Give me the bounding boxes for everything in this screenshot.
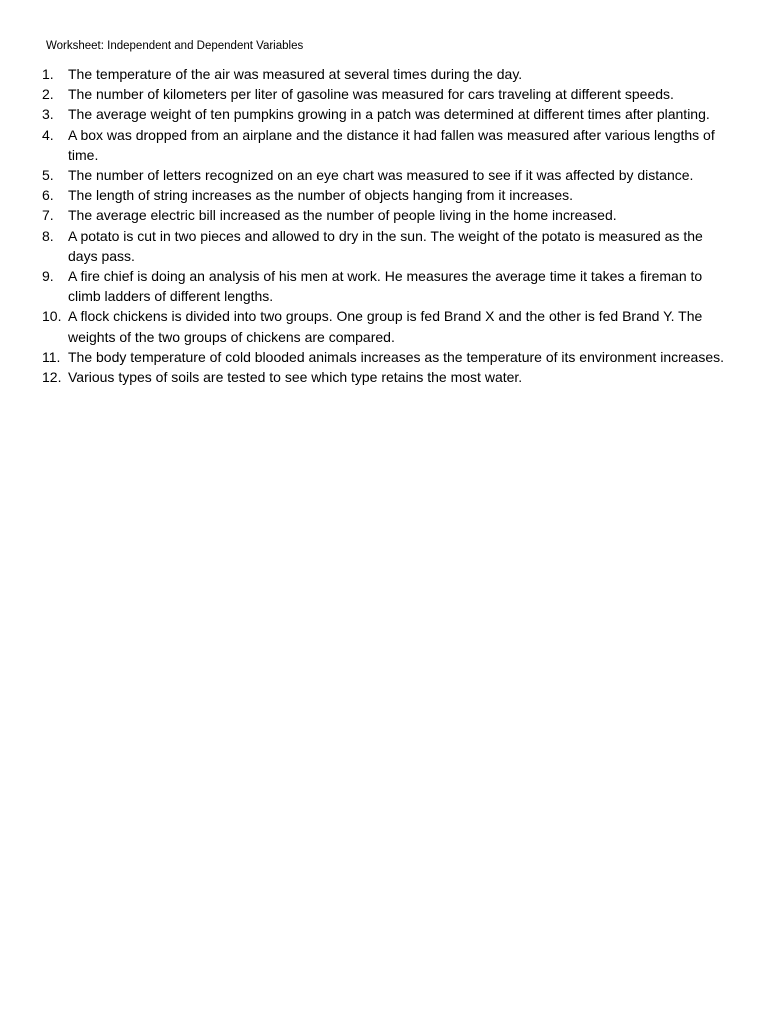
item-number: 8. — [42, 227, 54, 244]
item-text: A potato is cut in two pieces and allowed to dry in the sun. The weight of the potato is measured as the days pass. — [68, 227, 703, 264]
list-item — [40, 347, 730, 367]
list-item — [40, 185, 730, 205]
item-number: 6. — [42, 187, 54, 204]
list-item — [40, 306, 730, 346]
list-item — [40, 64, 730, 84]
item-number: 11. — [42, 348, 61, 365]
list-item — [40, 165, 730, 185]
worksheet-title: Worksheet: Independent and Dependent Variables — [46, 40, 304, 52]
item-text: The number of kilometers per liter of gasoline was measured for cars traveling at different speeds. — [68, 86, 674, 103]
item-text: The average electric bill increased as the number of people living in the home increased. — [68, 207, 617, 224]
item-number: 9. — [42, 268, 54, 285]
item-text: A flock chickens is divided into two groups. One group is fed Brand X and the other is fed Brand Y. The weights of the two groups of chickens are compared. — [68, 308, 703, 345]
question-list — [40, 64, 730, 387]
item-text: The length of string increases as the number of objects hanging from it increases. — [68, 187, 574, 204]
item-number: 7. — [42, 207, 54, 224]
list-item — [40, 84, 730, 104]
item-text: The body temperature of cold blooded animals increases as the temperature of its environment increases. — [68, 348, 725, 365]
item-text: The number of letters recognized on an eye chart was measured to see if it was affected by distance. — [68, 167, 694, 184]
item-text: The temperature of the air was measured at several times during the day. — [68, 66, 523, 82]
list-item — [40, 125, 730, 165]
item-number: 4. — [42, 126, 54, 143]
item-text: A fire chief is doing an analysis of his men at work. He measures the average time it takes a fireman to climb ladders of different lengths. — [68, 268, 703, 305]
list-item — [40, 226, 730, 266]
item-text: The average weight of ten pumpkins growing in a patch was determined at different times after planting. — [68, 106, 710, 123]
list-item — [40, 266, 730, 306]
list-item — [40, 205, 730, 225]
item-number: 2. — [42, 86, 54, 103]
item-text: A box was dropped from an airplane and the distance it had fallen was measured after various lengths of time. — [68, 126, 715, 163]
list-item — [40, 104, 730, 124]
item-number: 3. — [42, 106, 54, 123]
list-item — [40, 367, 730, 387]
item-number: 10. — [42, 308, 62, 325]
item-number: 1. — [42, 66, 54, 82]
item-text: Various types of soils are tested to see which type retains the most water. — [68, 369, 523, 386]
item-number: 5. — [42, 167, 54, 184]
item-number: 12. — [42, 369, 62, 386]
